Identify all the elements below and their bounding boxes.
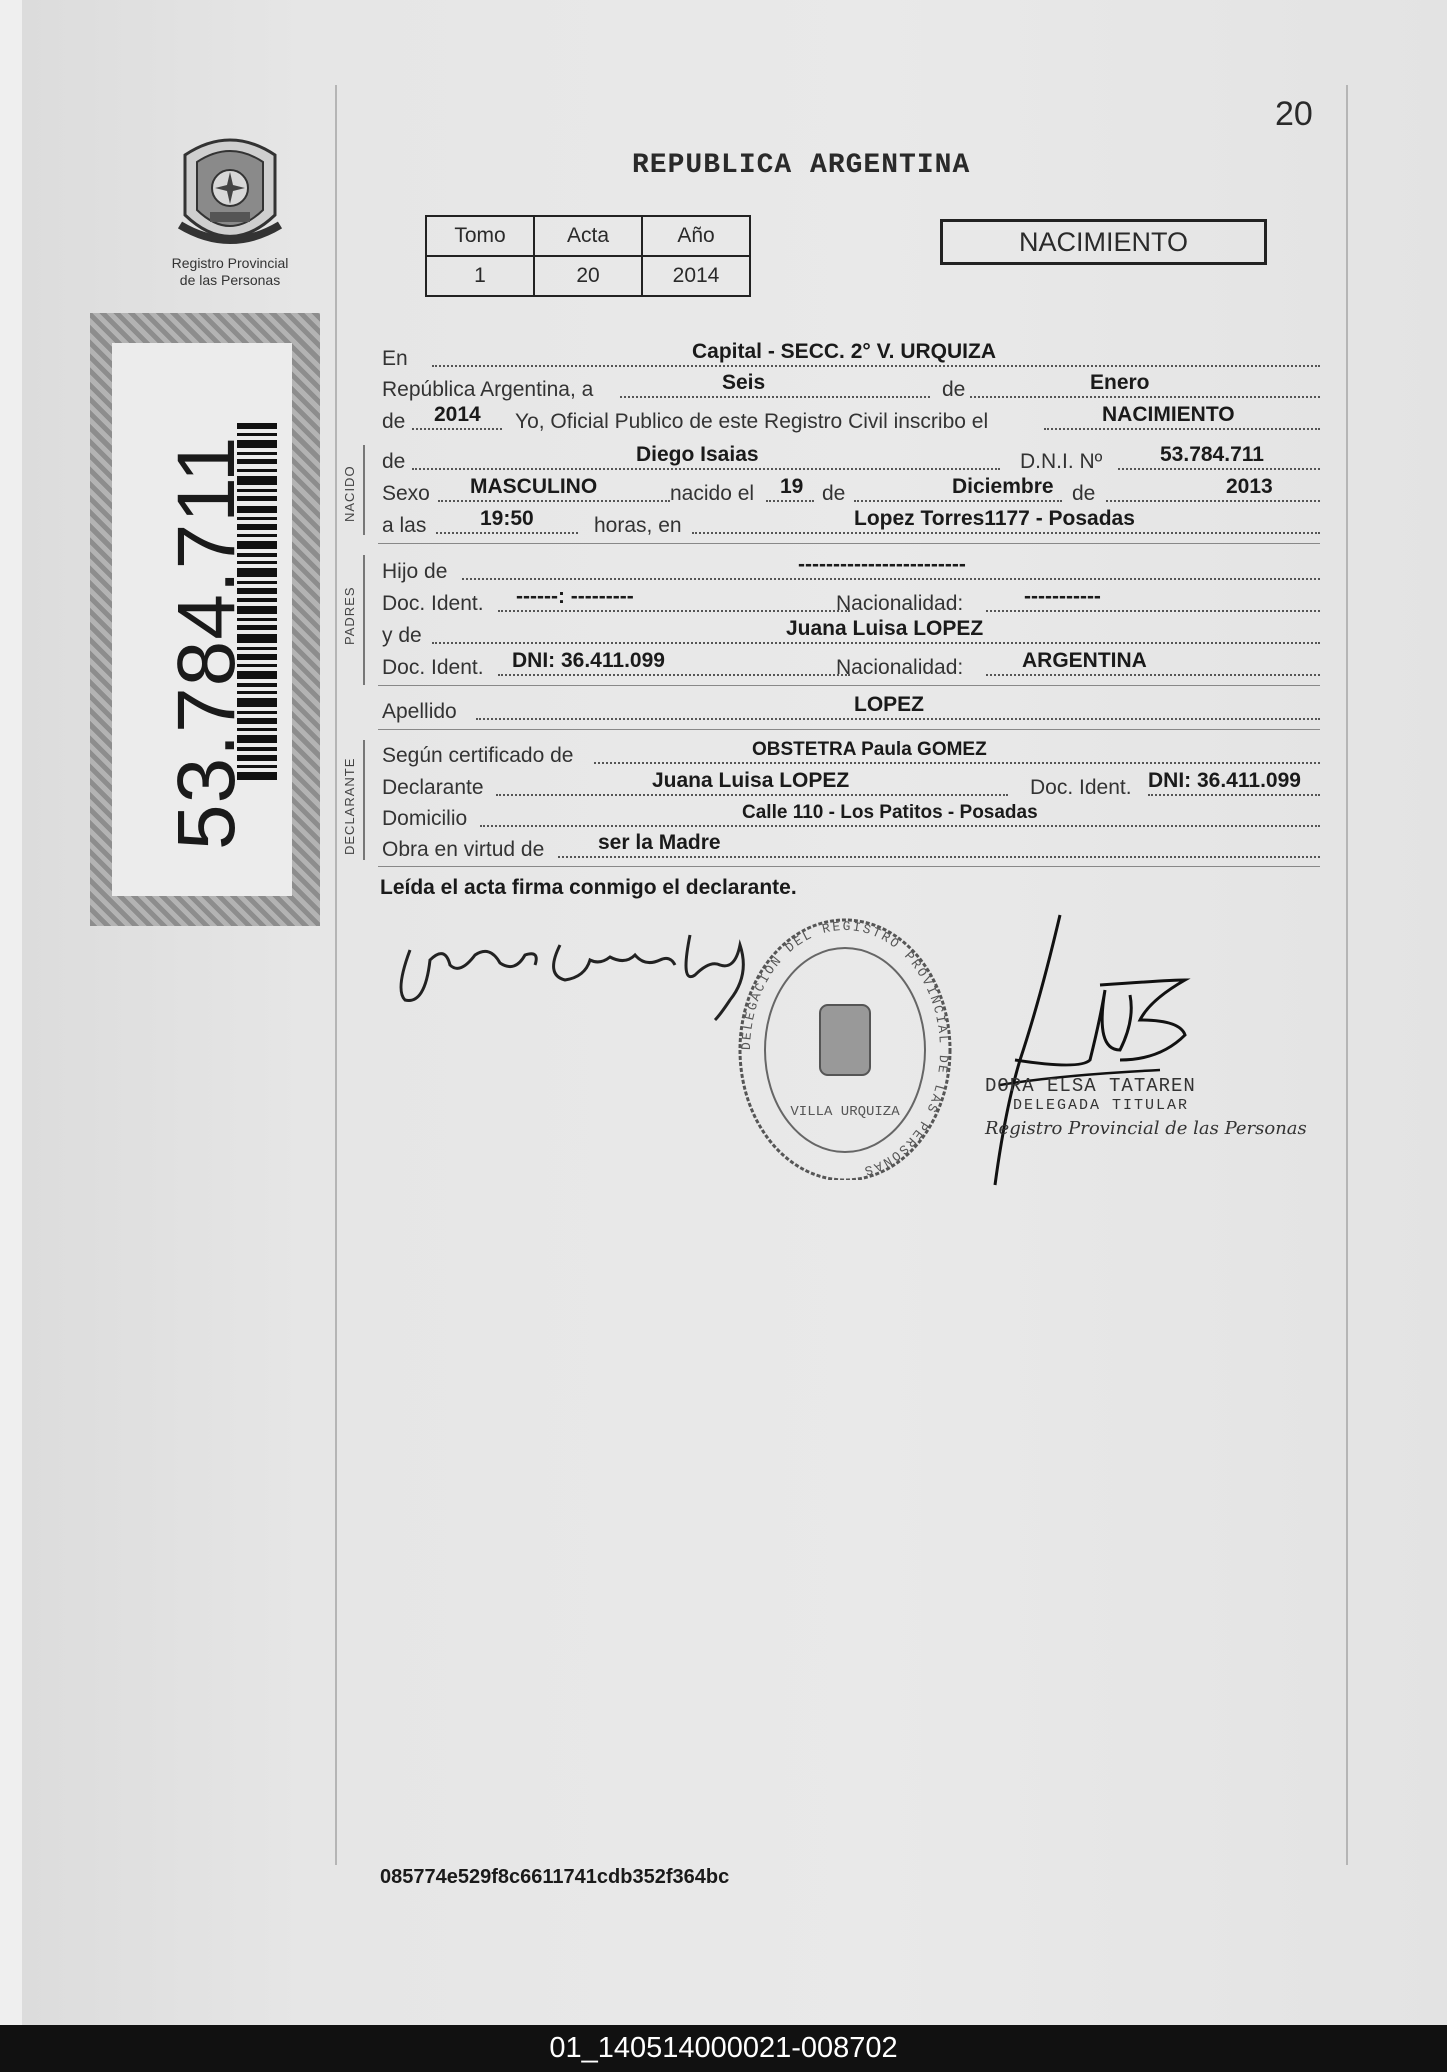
- padres-section-bar: [363, 555, 365, 685]
- value-nac-madre: ARGENTINA: [1022, 649, 1147, 672]
- dotted-line: [1118, 468, 1320, 470]
- value-anio-nac: 2013: [1226, 475, 1273, 498]
- value-acto: NACIMIENTO: [1102, 403, 1235, 426]
- dotted-line: [558, 856, 1320, 858]
- label-de-anio: de: [382, 410, 406, 433]
- section-divider: [378, 543, 1320, 544]
- value-mes: Enero: [1090, 371, 1150, 394]
- value-certificado: OBSTETRA Paula GOMEZ: [752, 739, 987, 760]
- label-domicilio: Domicilio: [382, 807, 468, 830]
- line-hijo: [380, 553, 1320, 586]
- dotted-line: [1148, 794, 1320, 796]
- line-apellido: [380, 693, 1320, 726]
- line-domicilio: [380, 803, 1320, 833]
- official-signature: [970, 910, 1220, 1190]
- official-registry: Registro Provincial de las Personas: [985, 1118, 1307, 1139]
- line-obra: [380, 831, 1320, 864]
- dotted-line: [766, 500, 814, 502]
- value-nac-padre: -----------: [1024, 585, 1101, 608]
- line-madre: [380, 617, 1320, 650]
- nacido-section-bar: [363, 445, 365, 535]
- table-value-row: [426, 256, 750, 296]
- dotted-line: [462, 578, 1320, 580]
- section-label-nacido: NACIDO: [342, 465, 357, 522]
- dotted-line: [412, 468, 1000, 470]
- label-segun: Según certificado de: [382, 744, 574, 767]
- section-divider: [378, 866, 1320, 867]
- section-divider: [378, 729, 1320, 730]
- value-anio: 2014: [434, 403, 481, 426]
- label-hijo-de: Hijo de: [382, 560, 448, 583]
- value-dni: 53.784.711: [1160, 443, 1264, 466]
- line-declarante: [380, 769, 1320, 802]
- registry-caption-2: de las Personas: [179, 272, 281, 288]
- official-block: [985, 1075, 1307, 1139]
- registry-caption-1: Registro Provincial: [171, 255, 289, 271]
- document-hash: 085774e529f8c6611741cdb352f364bc: [380, 1866, 730, 1888]
- section-label-padres: PADRES: [342, 586, 357, 645]
- header-anio: Año: [642, 216, 750, 256]
- official-stamp: [735, 900, 955, 1180]
- value-doc-declarante: DNI: 36.411.099: [1148, 769, 1301, 792]
- value-padre: ------------------------: [798, 553, 966, 576]
- dotted-line: [432, 642, 1320, 644]
- dotted-line: [476, 718, 1320, 720]
- dotted-line: [438, 500, 670, 502]
- page-edge: [0, 0, 22, 2025]
- label-obra: Obra en virtud de: [382, 838, 545, 861]
- line-certificado: [380, 740, 1320, 770]
- value-lugar: Capital - SECC. 2° V. URQUIZA: [692, 340, 997, 363]
- label-nacido-el: nacido el: [670, 482, 755, 505]
- provincial-logo: [150, 130, 310, 310]
- right-margin-rule: [1346, 85, 1348, 1865]
- value-tomo: 1: [426, 256, 534, 296]
- value-anio: 2014: [642, 256, 750, 296]
- header-acta: Acta: [534, 216, 642, 256]
- dni-number-vertical: 53.784.711: [161, 435, 252, 850]
- value-mes-nac: Diciembre: [952, 475, 1054, 498]
- dotted-line: [432, 365, 1320, 367]
- label-doc-ident-2: Doc. Ident.: [382, 656, 484, 679]
- value-domicilio: Calle 110 - Los Patitos - Posadas: [742, 802, 1038, 823]
- dotted-line: [480, 825, 1320, 827]
- value-virtud: ser la Madre: [598, 831, 721, 854]
- label-de-anio-nac: de: [1072, 482, 1096, 505]
- dotted-line: [986, 610, 1320, 612]
- label-de-mes: de: [942, 378, 966, 401]
- dotted-line: [436, 532, 578, 534]
- record-reference-table: [425, 215, 751, 297]
- label-sexo: Sexo: [382, 482, 430, 505]
- label-republica: República Argentina, a: [382, 378, 594, 401]
- dotted-line: [412, 428, 502, 430]
- value-hora: 19:50: [480, 507, 534, 530]
- label-doc-ident-3: Doc. Ident.: [1030, 776, 1132, 799]
- value-dia-nac: 19: [780, 475, 804, 498]
- label-horas-en: horas, en: [594, 514, 682, 537]
- value-lugar-nac: Lopez Torres1177 - Posadas: [854, 507, 1135, 530]
- table-header-row: [426, 216, 750, 256]
- value-doc-madre: DNI: 36.411.099: [512, 649, 665, 672]
- official-title: DELEGADA TITULAR: [1013, 1097, 1190, 1114]
- line-hora: [380, 507, 1320, 540]
- dotted-line: [970, 396, 1320, 398]
- line-doc-padre: [380, 585, 1320, 618]
- page-number: 20: [1275, 95, 1313, 133]
- value-madre: Juana Luisa LOPEZ: [786, 617, 984, 640]
- value-dia: Seis: [722, 371, 766, 394]
- dotted-line: [498, 674, 850, 676]
- line-doc-madre: [380, 649, 1320, 682]
- stamp-inner-text: VILLA URQUIZA: [790, 1104, 900, 1120]
- closing-statement: Leída el acta firma conmigo el declarante.: [380, 876, 797, 899]
- dotted-line: [496, 794, 1008, 796]
- stamp-emblem-icon: [820, 1005, 870, 1075]
- dotted-line: [986, 674, 1320, 676]
- label-a-las: a las: [382, 514, 427, 537]
- label-nacionalidad: Nacionalidad:: [836, 592, 964, 615]
- value-acta: 20: [534, 256, 642, 296]
- svg-text:DELEGACION DEL REGISTRO PROVIN: DELEGACION DEL REGISTRO PROVINCIAL DE LAS PERSONAS: [738, 918, 952, 1179]
- country-heading: REPUBLICA ARGENTINA: [632, 150, 971, 181]
- section-divider: [378, 685, 1320, 686]
- official-name: DORA ELSA TATAREN: [985, 1075, 1196, 1097]
- line-yo: [380, 403, 1320, 436]
- line-nombre: [380, 443, 1320, 476]
- dotted-line: [692, 532, 1320, 534]
- label-dni: D.N.I. Nº: [1020, 450, 1103, 473]
- label-nacionalidad-2: Nacionalidad:: [836, 656, 964, 679]
- label-de-nombre: de: [382, 450, 406, 473]
- header-tomo: Tomo: [426, 216, 534, 256]
- value-apellido: LOPEZ: [854, 693, 925, 716]
- section-label-declarante: DECLARANTE: [342, 757, 357, 855]
- value-nombre: Diego Isaias: [636, 443, 759, 466]
- label-declarante: Declarante: [382, 776, 484, 799]
- coat-of-arms-icon: [175, 130, 285, 255]
- dotted-line: [620, 396, 930, 398]
- line-en: [380, 340, 1320, 373]
- dotted-line: [854, 500, 1062, 502]
- label-doc-ident: Doc. Ident.: [382, 592, 484, 615]
- label-en: En: [382, 347, 408, 370]
- line-sexo: [380, 475, 1320, 508]
- dotted-line: [594, 762, 1320, 764]
- value-sexo: MASCULINO: [470, 475, 598, 498]
- record-type-box: NACIMIENTO: [940, 219, 1267, 265]
- line-republica: [380, 371, 1320, 404]
- label-yo: Yo, Oficial Publico de este Registro Civil inscribo el: [515, 410, 989, 433]
- label-y-de: y de: [382, 624, 422, 647]
- value-declarante: Juana Luisa LOPEZ: [652, 769, 850, 792]
- value-doc-padre: ------: ---------: [516, 585, 634, 608]
- dotted-line: [498, 610, 850, 612]
- declarant-signature: [390, 905, 770, 1025]
- declarante-section-bar: [363, 740, 365, 860]
- dotted-line: [1044, 428, 1320, 430]
- label-apellido: Apellido: [382, 700, 457, 723]
- label-de-mes-nac: de: [822, 482, 846, 505]
- dotted-line: [1106, 500, 1320, 502]
- margin-rule: [335, 85, 337, 1865]
- scan-id-footer: 01_140514000021-008702: [0, 2025, 1447, 2072]
